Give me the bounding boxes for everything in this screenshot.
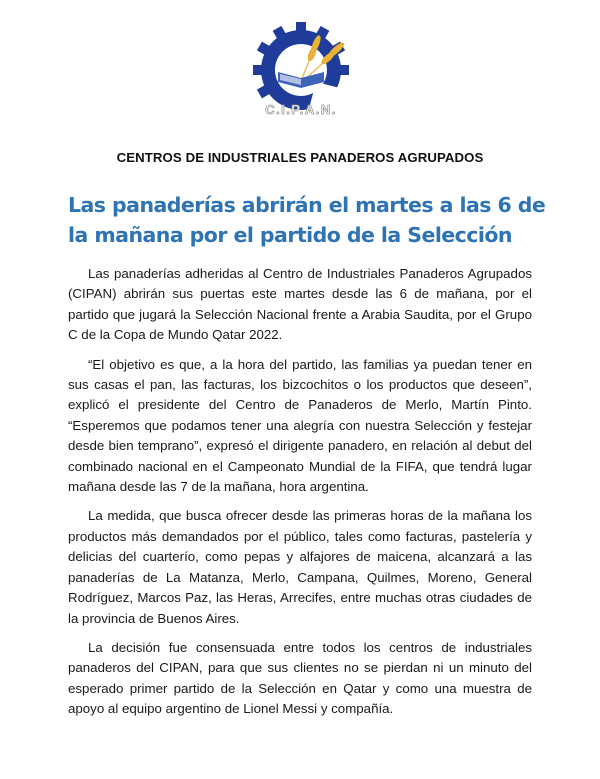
paragraph: “El objetivo es que, a la hora del partido, las familias ya puedan tener en sus casas el pan, las facturas, los bizcochitos o los productos que deseen”, explicó el presidente del Centro de Panaderos de Merlo, Martín Pinto. “Esperemos que podamos tener una alegría con nuestra Selección y festejar desde bien temprano”, expresó el dirigente panadero, en relación al debut del combinado nacional en el Campeonato Mundial de la FIFA, que tendrá lugar mañana desde las 7 de la mañana, hora argentina. [68, 356, 532, 495]
headline-line-2: la mañana por el partido de la Selección [68, 223, 512, 247]
cipan-logo [246, 22, 356, 120]
paragraph: Las panaderías adheridas al Centro de Industriales Panaderos Agrupados (CIPAN) abrirán sus puertas este martes desde las 6 de mañana, por el partido que jugará la Selección Nacional frente a Arabia Saudita, por el Grupo C de la Copa de Mundo Qatar 2022. [68, 266, 532, 343]
organization-name: CENTROS DE INDUSTRIALES PANADEROS AGRUPADOS [116, 150, 484, 165]
headline-line-1: Las panaderías abrirán el martes a las 6 de [68, 193, 546, 217]
logo-lettering: C.I.P.A.N. [265, 102, 337, 117]
paragraph: La decisión fue consensuada entre todos los centros de industriales panaderos del CIPAN, para que sus clientes no se pierdan ni un minuto del esperado primer partido de la Selección en Qatar y como una muestra de apoyo al equipo argentino de Lionel Messi y compañía. [68, 639, 532, 717]
headline [68, 190, 548, 250]
paragraph: La medida, que busca ofrecer desde las primeras horas de la mañana los productos más demandados por el público, tales como facturas, pastelería y delicias del cuarterío, como pepas y alfajores de maicena, alcanzará a las panaderías de La Matanza, Merlo, Campana, Quilmes, Moreno, General Rodríguez, Marcos Paz, las Heras, Arrecifes, entre muchas otras ciudades de la provincia de Buenos Aires. [68, 508, 532, 626]
article-body [68, 264, 532, 729]
